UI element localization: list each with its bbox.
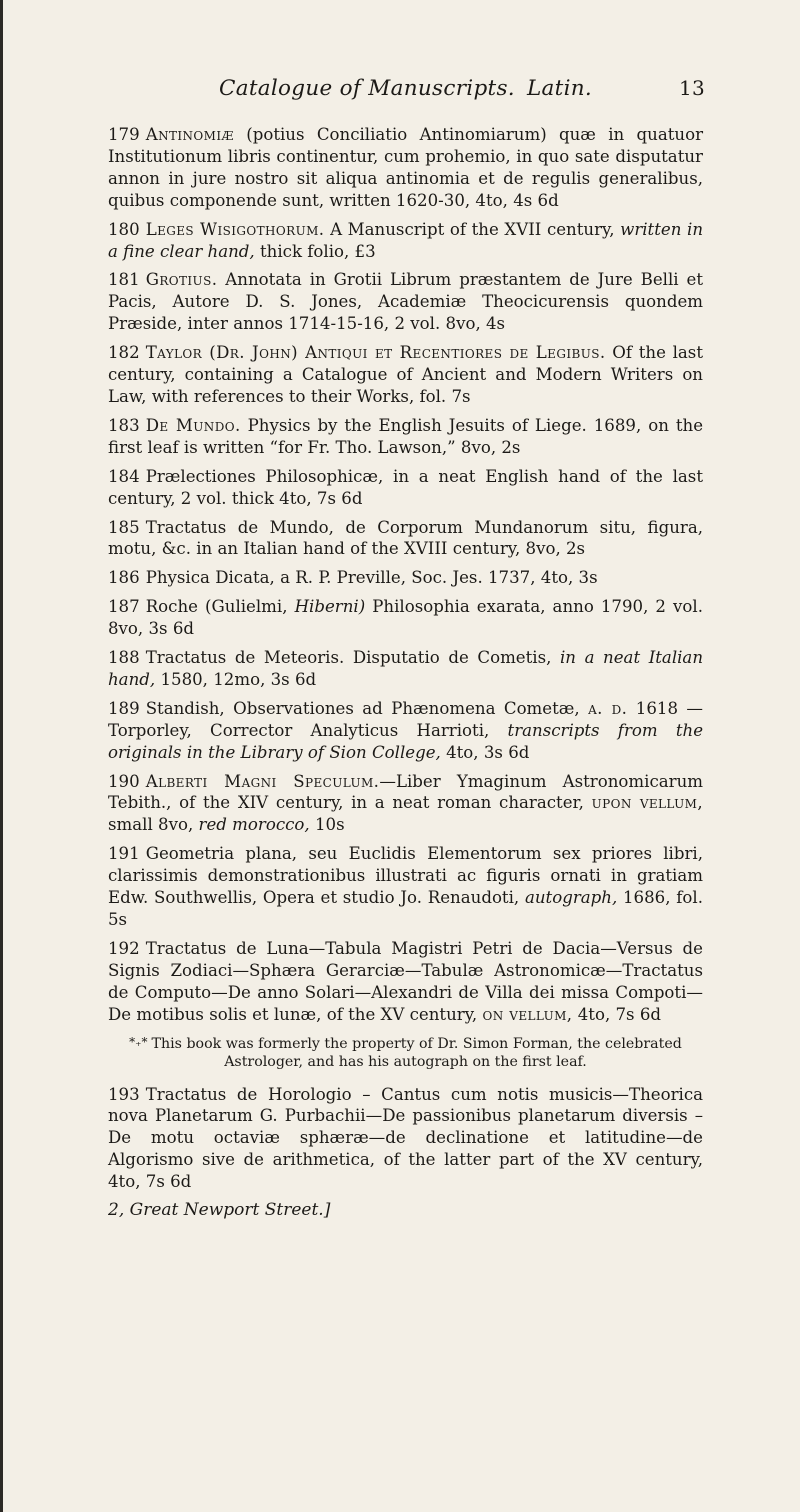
catalogue-entry: 182 Taylor (Dr. John) Antiqui et Recentiores de Legibus. Of the last century, containing a Catalogue of Ancient and Modern Writers on Law, with references to their Works, fol. 7s: [108, 343, 703, 406]
page-number: 13: [678, 76, 705, 100]
catalogue-entry: 187 Roche (Gulielmi, Hiberni) Philosophia exarata, anno 1790, 2 vol. 8vo, 3s 6d: [108, 597, 703, 639]
catalogue-page: [108, 76, 703, 1220]
catalogue-entry: 179 Antinomiæ (potius Conciliatio Antinomiarum) quæ in quatuor Institutionum libris continentur, cum prohemio, in quo sate disputatur annon in jure nostro sit aliqua antinomia et de regulis generalibus, quibus componende sunt, written 1620-30, 4to, 4s 6d: [108, 125, 703, 210]
page-title: Catalogue of Manuscripts.: [218, 76, 515, 101]
catalogue-entry: 190 Alberti Magni Speculum.—Liber Ymaginum Astronomicarum Tebith., of the XIV century, in a neat roman character, upon vellum, small 8vo, red morocco, 10s: [108, 771, 704, 835]
catalogue-entry: 181 Grotius. Annotata in Grotii Librum præstantem de Jure Belli et Pacis, Autore D. S. Jones, Academiæ Theocicurensis quondem Præside, inter annos 1714-15-16, 2 vol. 8vo, 4s: [108, 270, 703, 334]
catalogue-entry: 191 Geometria plana, seu Euclidis Elementorum sex priores libri, clarissimis demonstrationibus illustrati ac figuris ornati in gratiam Edw. Southwellis, Opera et studio Jo. Renaudoti, autograph, 1686, fol. 5s: [108, 844, 703, 929]
catalogue-entry: 189 Standish, Observationes ad Phænomena Cometæ, a. d. 1618 —Torporley, Corrector Analyticus Harrioti, transcripts from the originals in the Library of Sion College, 4to, 3s 6d: [108, 698, 704, 762]
catalogue-entry: 193 Tractatus de Horologio – Cantus cum notis musicis—Theorica nova Planetarum G. Purbachii—De passionibus planetarum diversis – De motu octaviæ sphæræ—de declinatione et latitudine—de Algorismo sive de arithmetica, of the latter part of the XV century, 4to, 7s 6d: [108, 1084, 703, 1192]
catalogue-entry: 186 Physica Dicata, a R. P. Preville, Soc. Jes. 1737, 4to, 3s: [108, 568, 598, 588]
page-edge: [0, 0, 3, 1512]
section-label: Latin.: [526, 76, 593, 101]
asterism-icon: *₊*: [129, 1034, 148, 1049]
catchword-footer: 2, Great Newport Street.]: [108, 1200, 331, 1221]
provenance-note: *₊* This book was formerly the property of Dr. Simon Forman, the celebrated Astrologer, and has his autograph on the first leaf.: [129, 1034, 682, 1071]
catalogue-entry: 183 De Mundo. Physics by the English Jesuits of Liege. 1689, on the first leaf is written “for Fr. Tho. Lawson,” 8vo, 2s: [108, 415, 704, 457]
catalogue-entry: 185 Tractatus de Mundo, de Corporum Mundanorum situ, figura, motu, &c. in an Italian hand of the XVIII century, 8vo, 2s: [108, 517, 703, 559]
running-head: [108, 76, 703, 106]
catalogue-entry: 180 Leges Wisigothorum. A Manuscript of the XVII century, written in a fine clear hand, thick folio, £3: [108, 219, 704, 261]
catalogue-entry: 188 Tractatus de Meteoris. Disputatio de Cometis, in a neat Italian hand, 1580, 12mo, 3s 6d: [108, 648, 704, 689]
catalogue-entry: 184 Prælectiones Philosophicæ, in a neat English hand of the last century, 2 vol. thick 4to, 7s 6d: [108, 466, 703, 508]
catalogue-entry: 192 Tractatus de Luna—Tabula Magistri Petri de Dacia—Versus de Signis Zodiaci—Sphæra Gerarciæ—Tabulæ Astronomicæ—Tractatus de Computo—De anno Solari—Alexandri de Villa dei missa Compoti—De motibus solis et lunæ, of the XV century, on vellum, 4to, 7s 6d: [108, 938, 703, 1024]
